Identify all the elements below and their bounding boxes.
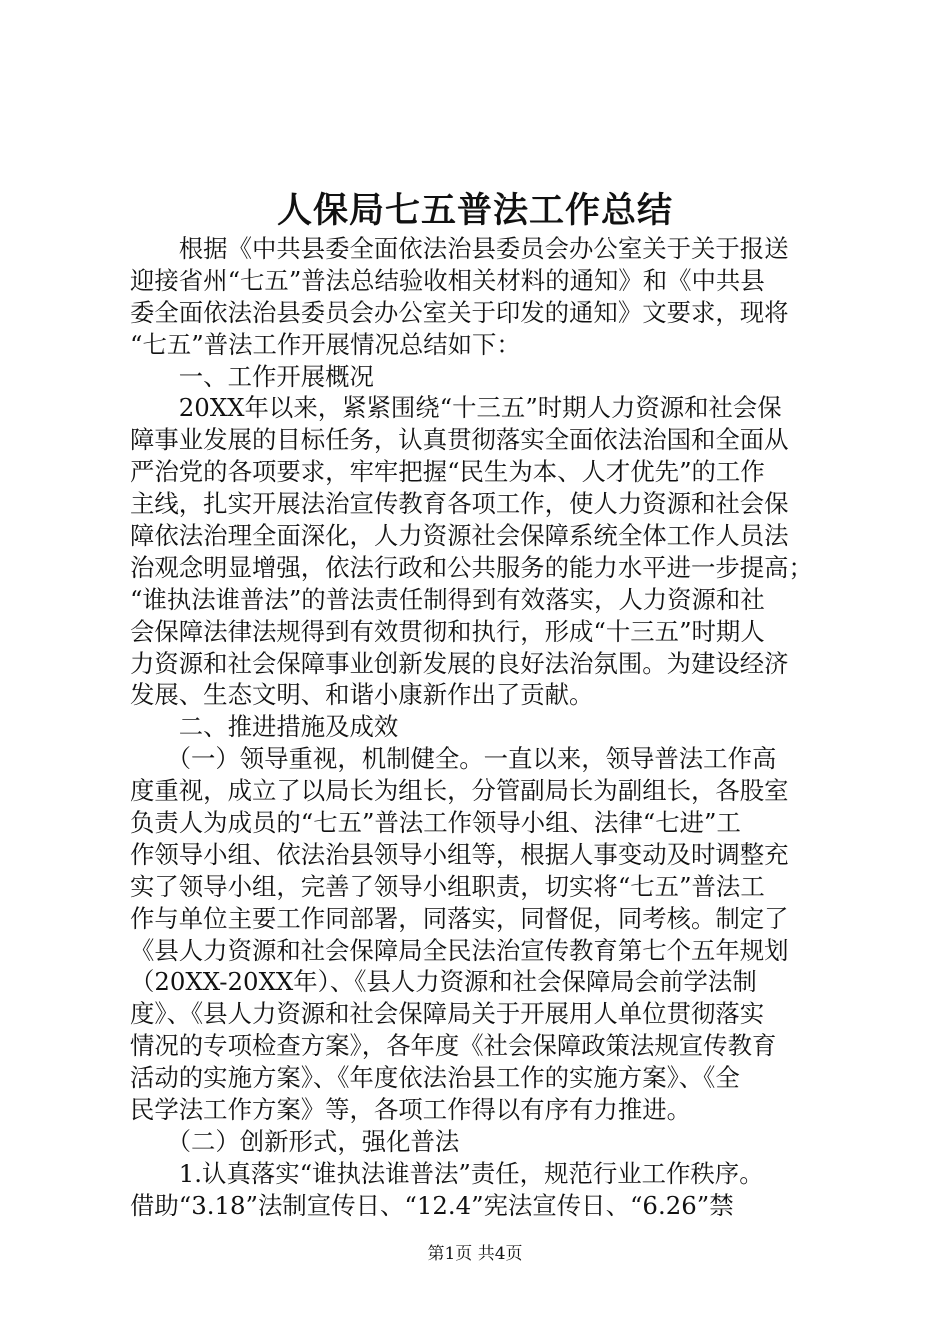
body-line: “七五”普法工作开展情况总结如下：: [130, 329, 521, 359]
document-body: [130, 233, 830, 1222]
body-line: 民学法工作方案》等，各项工作得以有序有力推进。: [130, 1095, 691, 1125]
body-line: 20XX年以来，紧紧围绕“十三五”时期人力资源和社会保: [130, 393, 782, 423]
body-line: 委全面依法治县委员会办公室关于印发的通知》文要求，现将: [130, 297, 789, 327]
body-line: 迎接省州“七五”普法总结验收相关材料的通知》和《中共县: [130, 265, 765, 295]
body-line: 活动的实施方案》、《年度依法治县工作的实施方案》、《全: [130, 1063, 740, 1093]
body-line: 《县人力资源和社会保障局全民法治宣传教育第七个五年规划: [130, 935, 789, 965]
body-line: 实了领导小组，完善了领导小组职责，切实将“七五”普法工: [130, 871, 765, 901]
body-line: 障依法治理全面深化，人力资源社会保障系统全体工作人员法: [130, 521, 789, 551]
body-line: 度》、《县人力资源和社会保障局关于开展用人单位贯彻落实: [130, 999, 765, 1029]
body-line: “谁执法谁普法”的普法责任制得到有效落实，人力资源和社: [130, 584, 765, 614]
body-line: 主线，扎实开展法治宣传教育各项工作，使人力资源和社会保: [130, 489, 789, 519]
body-line: 会保障法律法规得到有效贯彻和执行，形成“十三五”时期人: [130, 616, 765, 646]
body-line: 发展、生态文明、和谐小康新作出了贡献。: [130, 680, 594, 710]
subsection-heading: （二）创新形式，强化普法: [130, 1126, 460, 1156]
section-heading: 二、推进措施及成效: [130, 712, 399, 742]
body-line: 1.认真落实“谁执法谁普法”责任，规范行业工作秩序。: [130, 1158, 764, 1188]
document-title: 人保局七五普法工作总结: [276, 190, 673, 231]
body-line: （20XX-20XX年）、《县人力资源和社会保障局会前学法制: [130, 967, 757, 997]
page-footer: 第1页 共4页: [427, 1244, 523, 1264]
body-line: 根据《中共县委全面依法治县委员会办公室关于关于报送: [130, 234, 789, 263]
body-line: 作领导小组、依法治县领导小组等，根据人事变动及时调整充: [130, 839, 789, 869]
body-line: 度重视，成立了以局长为组长，分管副局长为副组长，各股室: [130, 776, 789, 806]
body-line: 作与单位主要工作同部署，同落实，同督促，同考核。制定了: [130, 903, 789, 933]
body-line: 借助“3.18”法制宣传日、“12.4”宪法宣传日、“6.26”禁: [130, 1190, 734, 1220]
section-heading: 一、工作开展概况: [130, 361, 374, 391]
body-line: 负责人为成员的“七五”普法工作领导小组、法律“七进”工: [130, 808, 741, 838]
body-line: （一）领导重视，机制健全。一直以来，领导普法工作高: [130, 744, 777, 774]
body-line: 治观念明显增强，依法行政和公共服务的能力水平进一步提高；: [130, 552, 813, 582]
body-line: 情况的专项检查方案》，各年度《社会保障政策法规宣传教育: [130, 1031, 777, 1061]
body-line: 严治党的各项要求，牢牢把握“民生为本、人才优先”的工作: [130, 457, 765, 487]
body-line: 障事业发展的目标任务，认真贯彻落实全面依法治国和全面从: [130, 425, 789, 455]
body-line: 力资源和社会保障事业创新发展的良好法治氛围。为建设经济: [130, 648, 789, 678]
